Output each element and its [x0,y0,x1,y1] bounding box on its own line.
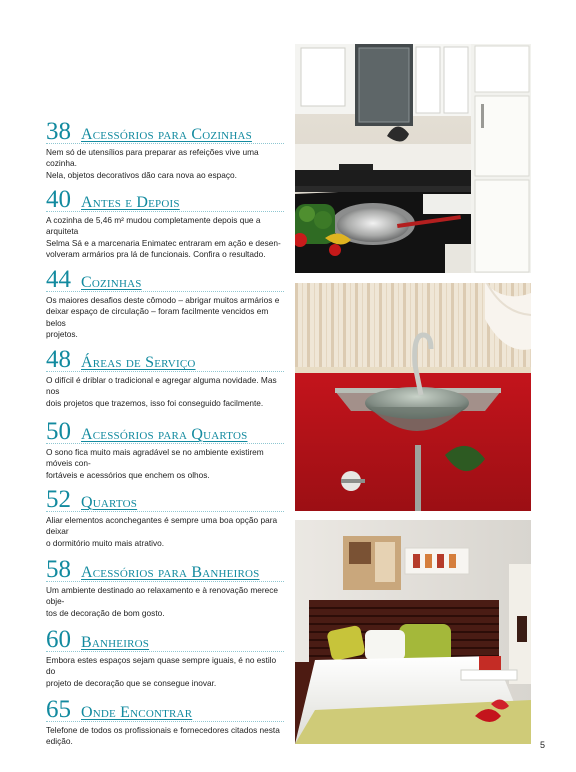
entry-page-number: 44 [46,266,71,293]
toc-entry-58[interactable] [46,556,284,619]
entry-page-number: 65 [46,696,71,723]
entry-heading [46,626,284,652]
entry-title[interactable]: Antes e Depois [81,194,180,211]
entry-description: O difícil é driblar o tradicional e agregar alguma novidade. Mas nos dois projetos que trazemos, isso foi conseguido facilmente. [46,375,277,408]
entry-title[interactable]: Acessórios para Quartos [81,426,248,443]
dotted-rule [46,581,284,582]
dotted-rule [46,291,284,292]
toc-entry-48[interactable] [46,346,284,409]
entry-page-number: 40 [46,186,71,213]
entry-page-number: 50 [46,418,71,445]
toc-entry-60[interactable] [46,626,284,689]
entry-description: A cozinha de 5,46 m² mudou completamente depois que a arquiteta Selma Sá e a marcenaria Enimatec entraram em ação e desen- volveram armários pra lá de funcionais. Confira o resultado. [46,215,281,259]
entry-heading [46,346,284,372]
entry-title[interactable]: Acessórios para Banheiros [81,564,260,581]
entry-heading [46,118,284,144]
bedroom-illustration [295,520,531,744]
entry-description: Um ambiente destinado ao relaxamento e à renovação merece obje- tos de decoração de bom gosto. [46,585,278,618]
entry-description: O sono fica muito mais agradável se no ambiente existirem móveis con- fortáveis e acessórios que enchem os olhos. [46,447,264,480]
entry-title[interactable]: Banheiros [81,634,150,651]
entry-heading [46,556,284,582]
kitchen-illustration [295,44,531,273]
entry-title[interactable]: Onde Encontrar [81,704,193,721]
service-area-photo [295,283,531,511]
entry-description: Telefone de todos os profissionais e fornecedores citados nesta edição. [46,725,280,747]
dotted-rule [46,511,284,512]
toc-entry-40[interactable] [46,186,284,260]
entry-description: Aliar elementos aconchegantes é sempre uma boa opção para deixar o dormitório muito mais atrativo. [46,515,278,548]
entry-page-number: 60 [46,626,71,653]
dotted-rule [46,371,284,372]
toc-entry-38[interactable] [46,118,284,181]
entry-page-number: 52 [46,486,71,513]
dotted-rule [46,721,284,722]
entry-description: Nem só de utensílios para preparar as refeições vive uma cozinha. Nela, objetos decorativos dão cara nova ao espaço. [46,147,259,180]
bedroom-photo [295,520,531,744]
entry-description: Embora estes espaços sejam quase sempre iguais, é no estilo do projeto de decoração que se consegue inovar. [46,655,277,688]
entry-title[interactable]: Acessórios para Cozinhas [81,126,252,143]
entry-page-number: 58 [46,556,71,583]
entry-heading [46,418,284,444]
entry-title[interactable]: Quartos [81,494,138,511]
entry-heading [46,486,284,512]
toc-entry-52[interactable] [46,486,284,549]
entry-description: Os maiores desafios deste cômodo – abrigar muitos armários e deixar espaço de circulação – foram facilmente vencidos em belos projetos. [46,295,280,339]
entry-page-number: 38 [46,118,71,145]
entry-title[interactable]: Cozinhas [81,274,142,291]
dotted-rule [46,143,284,144]
entry-heading [46,266,284,292]
sink-illustration [295,283,531,511]
dotted-rule [46,651,284,652]
entry-page-number: 48 [46,346,71,373]
entry-heading [46,696,284,722]
dotted-rule [46,211,284,212]
entry-heading [46,186,284,212]
toc-entry-44[interactable] [46,266,284,340]
page-number: 5 [540,740,546,750]
kitchen-photo [295,44,531,273]
dotted-rule [46,443,284,444]
toc-entry-65[interactable] [46,696,284,748]
toc-entry-50[interactable] [46,418,284,481]
entry-title[interactable]: Áreas de Serviço [81,354,196,371]
